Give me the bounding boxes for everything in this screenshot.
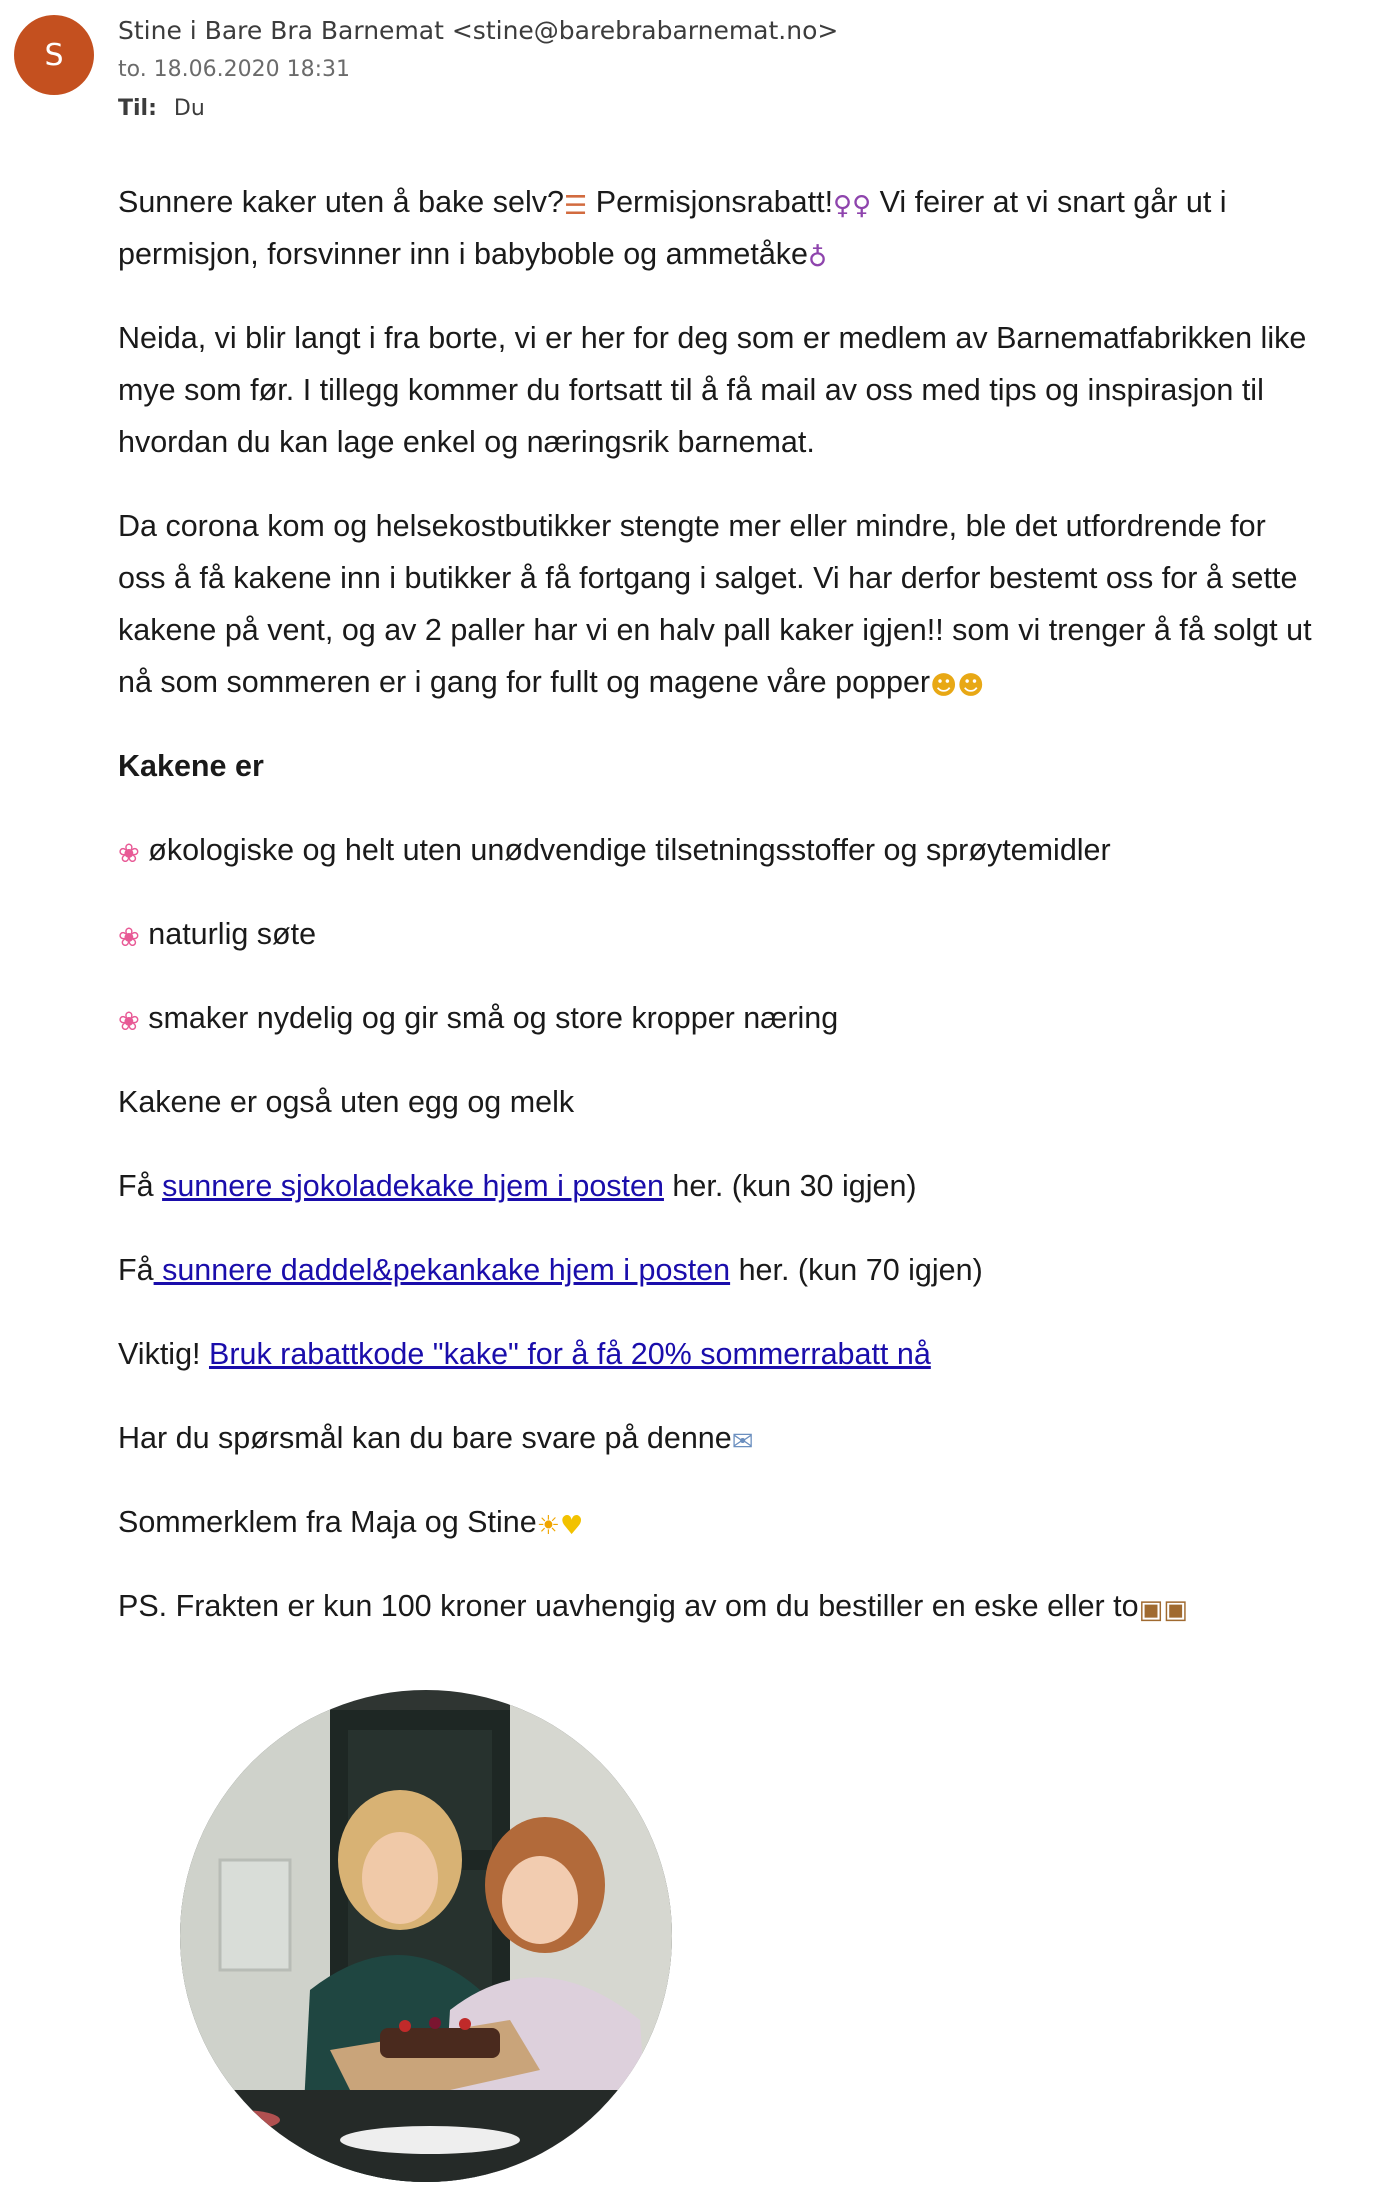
discount-line: [118, 1328, 1318, 1380]
package-icon: ▣: [1163, 1595, 1188, 1625]
bullet-text: naturlig søte: [139, 917, 317, 951]
intro-text-a: Sunnere kaker uten å bake selv?: [118, 185, 564, 219]
link-suffix: her. (kun 70 igjen): [730, 1253, 983, 1287]
pregnant-woman-icon: ♀: [833, 191, 853, 221]
chocolate-cake-link[interactable]: sunnere sjokoladekake hjem i posten: [162, 1169, 664, 1203]
cherry-blossom-icon: ❀: [118, 923, 140, 953]
birthday-cake-icon: ☰: [563, 191, 588, 221]
bullet-item: [118, 908, 1318, 960]
recipient-value[interactable]: Du: [173, 96, 205, 121]
signoff-text: Sommerklem fra Maja og Stine: [118, 1505, 537, 1539]
founders-photo-illustration: [180, 1690, 672, 2182]
intro-paragraph: [118, 176, 1318, 280]
yellow-heart-icon: ♥: [560, 1511, 584, 1541]
cherry-blossom-icon: ❀: [118, 839, 140, 869]
sender-avatar[interactable]: [14, 15, 94, 95]
question-text: Har du spørsmål kan du bare svare på denne: [118, 1421, 732, 1455]
question-paragraph: [118, 1412, 1318, 1464]
link-prefix: Viktig!: [118, 1337, 209, 1371]
signoff-paragraph: [118, 1496, 1318, 1548]
corona-text: Da corona kom og helsekostbutikker stengte mer eller mindre, ble det utfordrende for oss å få kakene inn i butikker å få fortgang i salget. Vi har derfor bestemt oss for å sette kakene på vent, og av 2 paller har vi en halv pall kaker igjen!! som vi trenger å få solgt ut nå som sommeren er i gang for fullt og magene våre popper: [118, 509, 1312, 699]
chocolate-cake-line: [118, 1160, 1318, 1212]
sent-date: to. 18.06.2020 18:31: [118, 57, 351, 82]
baby-face-icon: ☻: [957, 671, 985, 701]
corona-paragraph: [118, 500, 1318, 708]
incoming-envelope-icon: ✉: [731, 1427, 754, 1457]
link-prefix: Få: [118, 1169, 163, 1203]
breastfeeding-icon: ♁: [808, 243, 828, 273]
link-prefix: Få: [118, 1253, 154, 1287]
discount-code-link[interactable]: Bruk rabattkode "kake" for å få 20% sommerrabatt nå: [208, 1337, 931, 1371]
intro-text-c: Vi feirer at vi snart går ut i permisjon, forsvinner inn i babyboble og ammetåke: [118, 185, 1227, 271]
recipient-line: [118, 96, 205, 121]
founders-photo: [180, 1690, 672, 2182]
ps-paragraph: [118, 1580, 1318, 1632]
email-body: [118, 176, 1318, 1664]
intro-text-b: Permisjonsrabatt!: [587, 185, 834, 219]
recipient-label: Til:: [118, 96, 157, 121]
date-pecan-cake-link[interactable]: sunnere daddel&pekankake hjem i posten: [153, 1253, 731, 1287]
bullet-text: smaker nydelig og gir små og store kropper næring: [139, 1001, 839, 1035]
bullet-text: økologiske og helt uten unødvendige tilsetningsstoffer og sprøytemidler: [139, 833, 1111, 867]
email-header: [0, 0, 1380, 150]
bullet-item: [118, 992, 1318, 1044]
link-suffix: her. (kun 30 igjen): [663, 1169, 917, 1203]
cakes-heading: Kakene er: [118, 749, 264, 783]
avatar-initial: S: [44, 37, 64, 73]
sun-icon: ☀: [536, 1511, 560, 1541]
date-pecan-cake-line: [118, 1244, 1318, 1296]
reassurance-paragraph: Neida, vi blir langt i fra borte, vi er her for deg som er medlem av Barnematfabrikken like mye som før. I tillegg kommer du fortsatt til å få mail av oss med tips og inspirasjon til hvordan du kan lage enkel og næringsrik barnemat.: [118, 321, 1307, 459]
egg-milk-paragraph: Kakene er også uten egg og melk: [118, 1085, 575, 1119]
cherry-blossom-icon: ❀: [118, 1007, 140, 1037]
ps-text: PS. Frakten er kun 100 kroner uavhengig av om du bestiller en eske eller to: [118, 1589, 1139, 1623]
bullet-item: [118, 824, 1318, 876]
baby-face-icon: ☻: [930, 671, 958, 701]
sender-address[interactable]: Stine i Bare Bra Barnemat <stine@barebrabarnemat.no>: [118, 16, 839, 45]
pregnant-woman-icon: ♀: [852, 191, 872, 221]
package-icon: ▣: [1138, 1595, 1164, 1625]
